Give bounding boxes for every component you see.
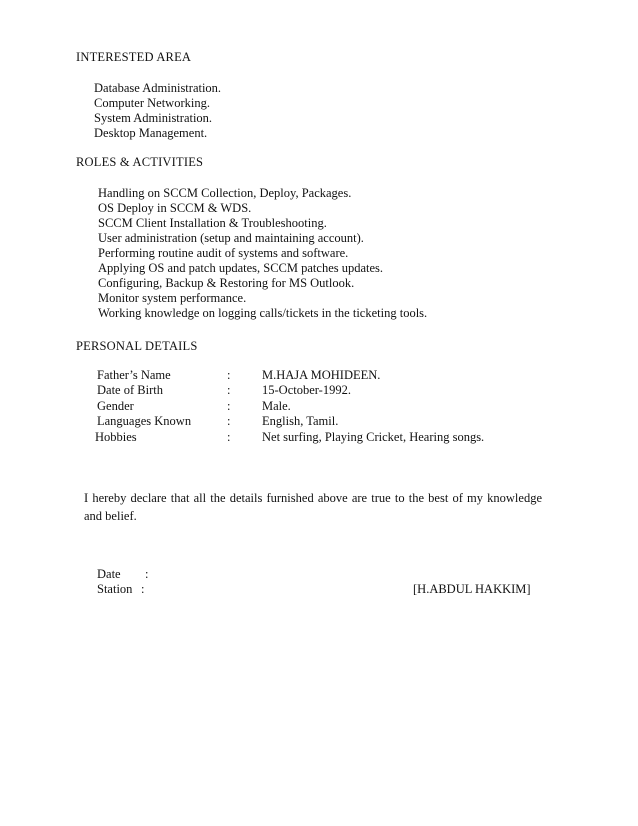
signature-name: [H.ABDUL HAKKIM] (413, 582, 531, 596)
detail-separator: : (227, 398, 231, 413)
interested-area-heading: INTERESTED AREA (76, 50, 192, 64)
role-item: Configuring, Backup & Restoring for MS Outlook. (98, 276, 355, 290)
detail-separator: : (227, 368, 231, 382)
role-item: SCCM Client Installation & Troubleshooting. (98, 216, 327, 230)
personal-details-heading: PERSONAL DETAILS (76, 339, 198, 353)
detail-value: Net surfing, Playing Cricket, Hearing songs. (262, 429, 485, 444)
detail-label: Languages Known (97, 414, 192, 429)
roles-heading: ROLES & ACTIVITIES (76, 155, 204, 169)
declaration-text: I hereby declare that all the details furnished above are true to the best of my knowledge and belief. (84, 491, 542, 523)
station-label: Station (97, 582, 133, 596)
detail-label: Hobbies (95, 429, 137, 444)
detail-label: Date of Birth (97, 383, 163, 398)
detail-label: Gender (97, 398, 134, 413)
role-item: User administration (setup and maintaining account). (98, 231, 364, 245)
detail-separator: : (227, 429, 231, 444)
interested-area-list (94, 81, 221, 141)
role-item: Performing routine audit of systems and software. (98, 246, 349, 260)
role-item: OS Deploy in SCCM & WDS. (98, 201, 252, 215)
role-item: Monitor system performance. (98, 291, 247, 305)
interest-item: Database Administration. (94, 81, 222, 95)
role-item: Applying OS and patch updates, SCCM patches updates. (98, 261, 384, 275)
interest-item: Desktop Management. (94, 126, 208, 140)
station-separator: : (141, 582, 145, 596)
detail-value: M.HAJA MOHIDEEN. (262, 368, 381, 382)
role-item: Handling on SCCM Collection, Deploy, Packages. (98, 186, 352, 200)
station-line (97, 582, 145, 597)
role-item: Working knowledge on logging calls/tickets in the ticketing tools. (98, 306, 428, 320)
interest-item: Computer Networking. (94, 96, 210, 110)
date-line (97, 567, 149, 582)
detail-value: English, Tamil. (262, 414, 339, 429)
detail-value: 15-October-1992. (262, 383, 351, 398)
detail-separator: : (227, 383, 231, 398)
date-label: Date (97, 567, 121, 581)
interest-item: System Administration. (94, 111, 213, 125)
roles-list (98, 186, 427, 321)
detail-label: Father’s Name (97, 368, 171, 382)
detail-separator: : (227, 414, 231, 429)
detail-value: Male. (262, 398, 291, 413)
date-separator: : (145, 567, 149, 581)
